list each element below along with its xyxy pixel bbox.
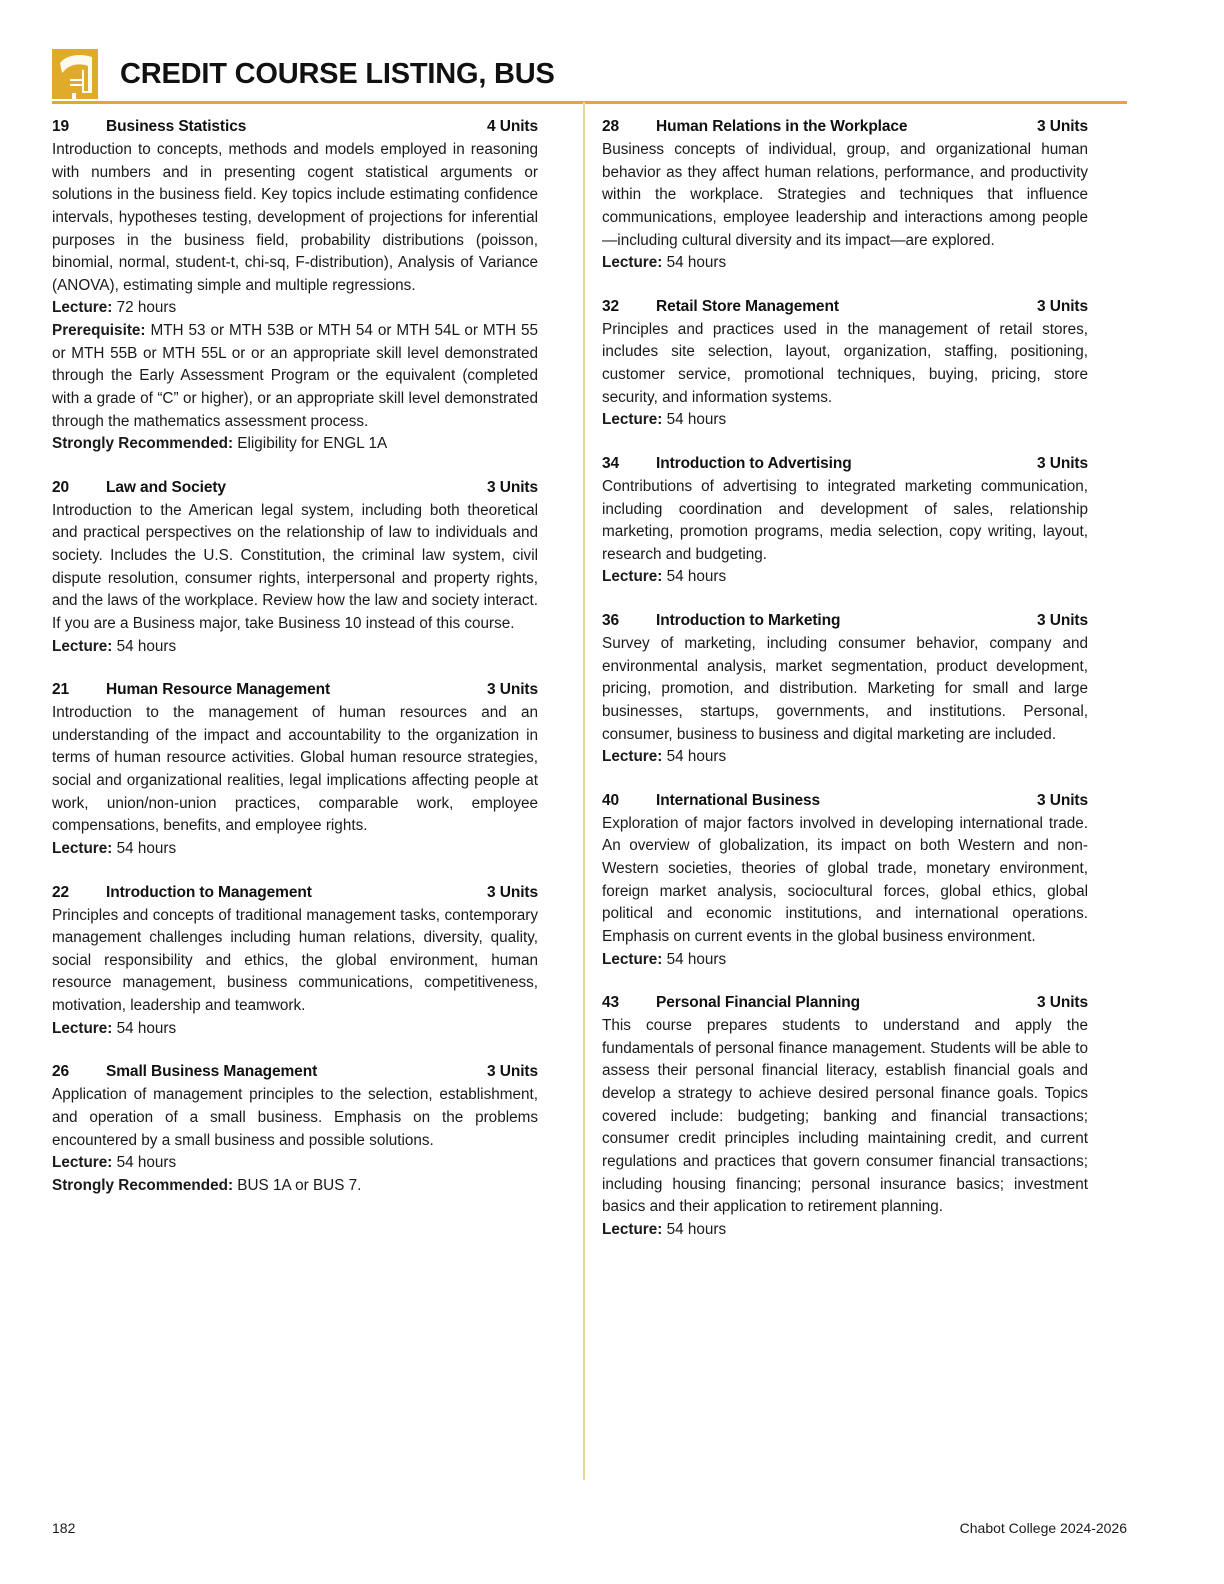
prerequisite-label: Prerequisite: [52,322,146,339]
course-description: This course prepares students to understand and apply the fundamentals of personal finance management. Students will be able to assess their personal financial literacy, establish financial goals and develop a strategy to achieve desired personal finance goals. Topics covered include: budgeting; banking and financial transactions; consumer credit principles including maintaining credit, and current regulations and practices that govern consumer financial transactions; including housing financing; personal insurance basics; investment basics and their application to retirement planning. [602,1017,1088,1216]
course-title: Introduction to Advertising [656,454,852,472]
chabot-college-building-logo-icon [52,49,98,99]
course-lecture [52,838,538,861]
course-title: Retail Store Management [656,297,839,315]
course-lecture [52,636,538,659]
course-description: Business concepts of individual, group, and organizational human behavior as they affect human relations, performance, and productivity within the workplace. Strategies and techniques that influence communications, employee leadership and interactions among people—including cultural diversity and its impact—are explored. [602,141,1088,249]
course-lecture [602,949,1088,972]
header-divider-rule [52,101,1127,104]
course-lecture [602,252,1088,275]
course-entry [602,994,1088,1241]
course-number: 20 [52,478,70,496]
course-lecture [52,297,538,320]
course-header [602,792,1088,810]
lecture-label: Lecture: [52,1154,113,1172]
course-number: 43 [602,994,620,1012]
course-title: Small Business Management [106,1063,318,1081]
recommended-label: Strongly Recommended: [52,1176,234,1194]
course-description: Survey of marketing, including consumer behavior, company and environmental analysis, market segmentation, product development, pricing, promotion, and distribution. Marketing for small and large businesses, startups, governments, and institutions. Personal, consumer, business to business and digital marketing are included. [602,635,1088,743]
course-header [52,884,538,902]
course-number: 36 [602,612,620,629]
course-number: 21 [52,681,70,699]
left-column [52,118,538,1197]
course-description: Introduction to the American legal system, including both theoretical and practical perspectives on the relationship of law to individuals and society. Includes the U.S. Constitution, the criminal law system, civil dispute resolution, consumer rights, interpersonal and property rights, and the laws of the workplace. Review how the law and society interact. If you are a Business major, take Business 10 instead of this course. [52,501,538,632]
prerequisite-value: MTH 53 or MTH 53B or MTH 54 or MTH 54L or MTH 55 or MTH 55B or MTH 55L or or an appropriate skill level demonstrated through the Early Assessment Program or the equivalent (completed with a grade of “C” or higher), or an appropriate skill level demonstrated through the mathematics assessment process. [52,322,538,430]
course-title: Business Statistics [106,118,247,135]
course-recommended [52,1175,538,1198]
course-entry [52,479,538,658]
course-description: Principles and concepts of traditional management tasks, contemporary management challenges including human relations, diversity, quality, social responsibility and ethics, the global environment, human resource management, business communications, competitiveness, motivation, leadership and teamwork. [52,906,538,1014]
course-header [602,612,1088,630]
course-recommended [52,433,538,456]
course-entry [602,792,1088,971]
course-title: Law and Society [106,478,226,496]
course-units: 3 Units [1037,297,1088,315]
catalog-name: Chabot College 2024-2026 [959,1520,1127,1536]
course-number: 22 [52,883,70,901]
course-description: Exploration of major factors involved in developing international trade. An overview of globalization, its impact on both Western and non-Western societies, theories of global trade, monetary environment, foreign market analysis, sociocultural forces, global ethics, global political and economic institutions, and international operations. Emphasis on current events in the global business environment. [602,814,1088,945]
course-entry [602,298,1088,432]
course-units: 3 Units [487,883,538,901]
course-header [52,118,538,136]
page-footer [52,1520,1127,1536]
course-description: Application of management principles to the selection, establishment, and operation of a small business. Emphasis on the problems encountered by a small business and possible solutions. [52,1086,538,1149]
course-units: 3 Units [487,1063,538,1081]
course-entry [52,681,538,860]
lecture-label: Lecture: [52,839,113,857]
recommended-label: Strongly Recommended: [52,435,234,453]
course-lecture [602,1219,1088,1242]
course-units: 3 Units [1037,612,1088,629]
course-description: Introduction to the management of human resources and an understanding of the impact and accountability to the organization in terms of human resource activities. Global human resource strategies, social and organizational realities, legal implications affecting people at work, union/non-union practices, comparable work, employee compensations, benefits, and employee rights. [52,704,538,835]
course-title: Human Resource Management [106,681,331,699]
lecture-value: 54 hours [112,637,177,655]
lecture-value: 72 hours [112,299,177,317]
course-lecture [602,746,1088,769]
course-title: Introduction to Marketing [656,612,841,629]
lecture-label: Lecture: [52,299,113,317]
course-units: 3 Units [487,681,538,699]
course-units: 3 Units [1037,118,1088,135]
lecture-value: 54 hours [662,568,727,586]
course-entry [52,118,538,456]
lecture-value: 54 hours [112,839,177,857]
lecture-label: Lecture: [602,748,663,766]
lecture-value: 54 hours [112,1019,177,1037]
lecture-label: Lecture: [602,254,663,272]
course-lecture [52,1152,538,1175]
page-number: 182 [52,1520,76,1536]
course-listing-columns [52,118,1127,1438]
course-header [602,994,1088,1012]
lecture-value: 54 hours [662,254,727,272]
course-number: 32 [602,297,620,315]
course-number: 28 [602,118,620,135]
course-title: Personal Financial Planning [656,994,861,1012]
course-header [52,681,538,699]
recommended-value: BUS 1A or BUS 7. [233,1176,362,1194]
course-description: Principles and practices used in the management of retail stores, includes site selection, layout, organization, staffing, positioning, customer service, promotional techniques, buying, pricing, store security, and information systems. [602,320,1088,406]
column-divider [583,102,585,1480]
course-number: 40 [602,791,620,809]
course-title: Introduction to Management [106,883,312,901]
lecture-value: 54 hours [662,411,727,429]
lecture-label: Lecture: [602,568,663,586]
course-entry [602,612,1088,769]
lecture-label: Lecture: [52,637,113,655]
course-lecture [52,1018,538,1041]
course-header [52,1063,538,1081]
course-header [602,118,1088,136]
course-entry [602,455,1088,589]
course-units: 3 Units [1037,454,1088,472]
course-entry [52,1063,538,1197]
course-number: 19 [52,118,70,135]
course-title: International Business [656,791,821,809]
course-lecture [602,409,1088,432]
course-units: 4 Units [487,118,538,135]
lecture-value: 54 hours [112,1154,177,1172]
course-entry [52,884,538,1041]
lecture-value: 54 hours [662,748,727,766]
course-header [602,455,1088,473]
page-header [52,46,1127,102]
course-description: Contributions of advertising to integrated marketing communication, including coordination and development of sales, relationship marketing, promotion programs, media selection, copy writing, layout, research and budgeting. [602,477,1088,563]
course-header [52,479,538,497]
recommended-value: Eligibility for ENGL 1A [233,435,388,453]
course-units: 3 Units [1037,791,1088,809]
course-description: Introduction to concepts, methods and models employed in reasoning with numbers and in presenting cogent statistical arguments or solutions in the business field. Key topics include estimating confidence intervals, hypotheses testing, development of projections for inferential purposes in the business field, probability distributions (poisson, binomial, normal, student-t, chi-sq, F-distribution), Analysis of Variance (ANOVA), estimating simple and multiple regressions. [52,141,538,294]
lecture-value: 54 hours [662,1220,727,1238]
course-header [602,298,1088,316]
course-title: Human Relations in the Workplace [656,118,908,135]
course-units: 3 Units [1037,994,1088,1012]
course-prerequisite [52,320,538,433]
lecture-label: Lecture: [52,1019,113,1037]
course-number: 34 [602,454,620,472]
lecture-label: Lecture: [602,411,663,429]
lecture-value: 54 hours [662,950,727,968]
course-units: 3 Units [487,478,538,496]
lecture-label: Lecture: [602,1220,663,1238]
course-entry [602,118,1088,275]
lecture-label: Lecture: [602,950,663,968]
page-title: CREDIT COURSE LISTING, BUS [120,57,555,90]
course-lecture [602,566,1088,589]
course-number: 26 [52,1063,70,1081]
right-column [602,118,1088,1241]
